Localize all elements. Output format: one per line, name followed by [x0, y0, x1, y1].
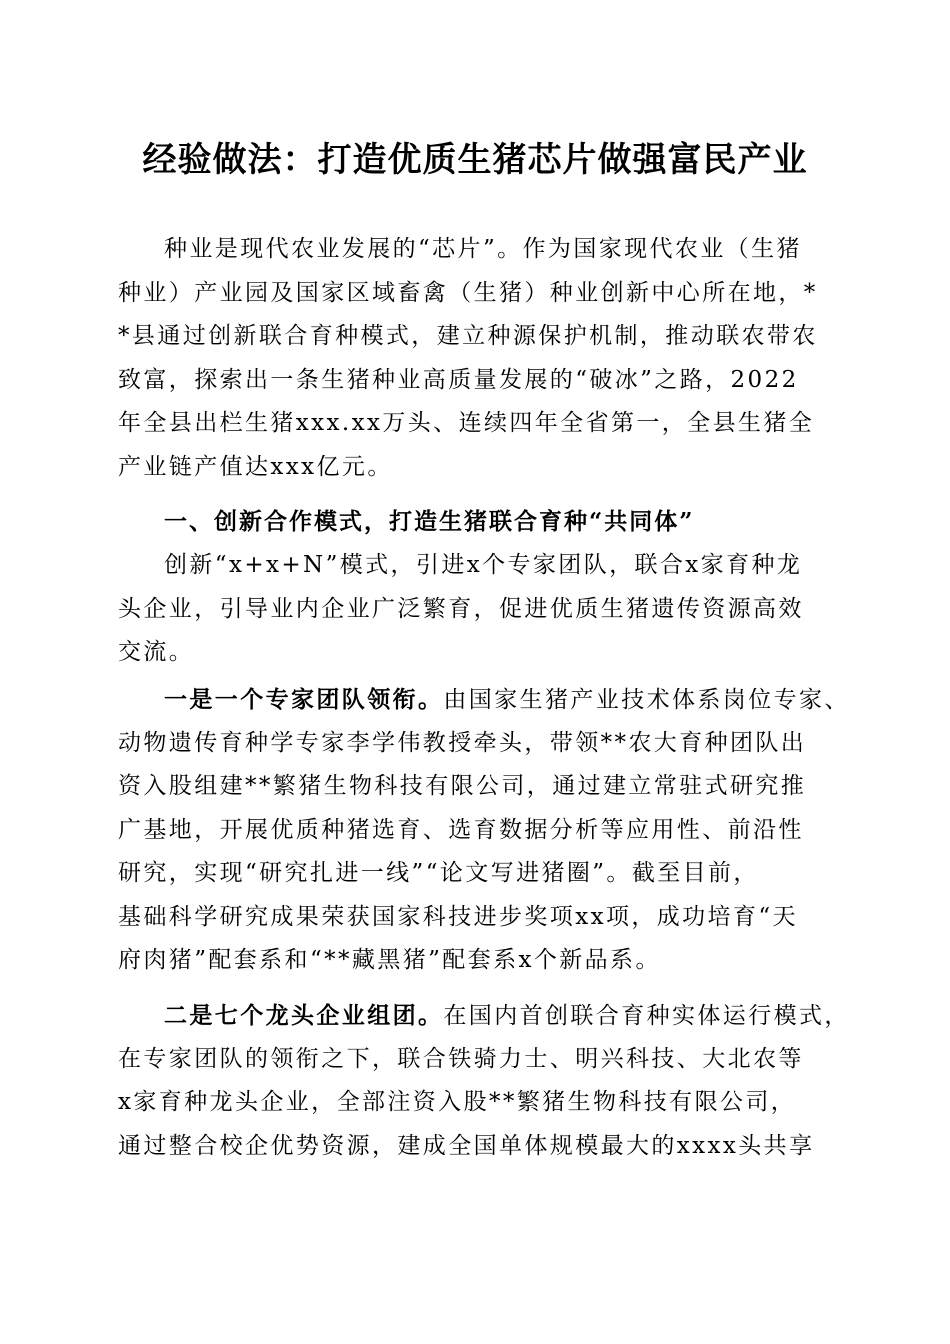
text-line: 资入股组建**繁猪生物科技有限公司，通过建立常驻式研究推 — [118, 773, 807, 799]
text-line: 创新“x+x+N”模式，引进x个专家团队，联合x家育种龙 — [164, 552, 803, 578]
item-expert-team-paragraph — [118, 678, 850, 983]
item-first-line-rest: 在国内首创联合育种实体运行模式， — [443, 1003, 850, 1029]
section-intro-paragraph — [118, 544, 838, 675]
item-lead: 一是一个专家团队领衔。 — [164, 686, 444, 713]
text-line: 广基地，开展优质种猪选育、选育数据分析等应用性、前沿性 — [118, 816, 804, 843]
text-line — [118, 678, 850, 722]
text-line: 基础科学研究成果荣获国家科技进步奖项xx项，成功培育“天 — [118, 903, 798, 930]
item-first-line-rest: 由国家生猪产业技术体系岗位专家、 — [443, 687, 850, 713]
text-line — [118, 994, 850, 1038]
text-line: 年全县出栏生猪xxx.xx万头、连续四年全省第一，全县生猪全 — [118, 410, 815, 436]
text-line: 种业）产业园及国家区域畜禽（生猪）种业创新中心所在地，* — [118, 279, 818, 306]
text-line: 致富，探索出一条生猪种业高质量发展的“破冰”之路，2022 — [118, 366, 799, 393]
text-line: 产业链产值达xxx亿元。 — [118, 453, 393, 480]
text-line: 通过整合校企优势资源，建成全国单体规模最大的xxxx头共享 — [118, 1132, 815, 1159]
item-lead: 二是七个龙头企业组团。 — [164, 1002, 444, 1029]
text-line: 动物遗传育种学专家李学伟教授牵头，带领**农大育种团队出 — [118, 729, 807, 756]
section-heading: 一、创新合作模式，打造生猪联合育种“共同体” — [164, 508, 695, 535]
text-line: 研究，实现“研究扎进一线”“论文写进猪圈”。截至目前， — [118, 860, 759, 886]
text-line: 头企业，引导业内企业广泛繁育，促进优质生猪遗传资源高效 — [118, 595, 804, 622]
document-title: 经验做法：打造优质生猪芯片做强富民产业 — [142, 140, 808, 180]
text-line: 府肉猪”配套系和“**藏黑猪”配套系x个新品系。 — [118, 947, 661, 973]
item-leading-enterprises-paragraph — [118, 994, 850, 1168]
text-line: 在专家团队的领衔之下，联合铁骑力士、明兴科技、大北农等 — [118, 1045, 804, 1072]
text-line: x家育种龙头企业，全部注资入股**繁猪生物科技有限公司， — [118, 1089, 797, 1115]
intro-paragraph — [118, 228, 838, 489]
text-line: 交流。 — [118, 639, 195, 665]
text-line: *县通过创新联合育种模式，建立种源保护机制，推动联农带农 — [118, 323, 818, 349]
text-line: 种业是现代农业发展的“芯片”。作为国家现代农业（生猪 — [164, 236, 802, 262]
